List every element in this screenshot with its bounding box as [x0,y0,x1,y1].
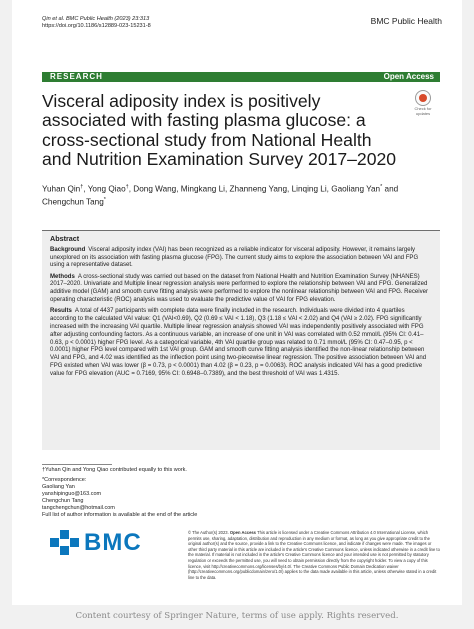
correspondence-block [42,477,197,519]
bmc-logo-icon [50,530,82,556]
article-type-banner [42,72,440,82]
author-mark: * [380,184,383,190]
article-page [12,0,462,605]
author-mark: † [125,184,129,190]
author-name: Chengchun Tang [42,197,104,207]
license-statement: © The Author(s) 2023. Open Access This article is licensed under a Creative Commons Attribution 4.0 International License, which permits use, sharing, adaptation, distribution and reproduction in any medium or format, as long as you give appropriate credit to the original author(s) and the source, provide a link to the Creative Commons licence, and indicate if changes were made. The images or other third party material in this article are included in the article's Creative Commons licence, unless indicated otherwise in a credit line to the material. If material is not included in the article's Creative Commons licence and your intended use is not permitted by statutory regulation or exceeds the permitted use, you will need to obtain permission directly from the copyright holder. To view a copy of this licence, visit http://creativecommons.org/licenses/by/4.0/. The Creative Commons Public Domain Dedication waiver (http://creativecommons.org/publicdomain/zero/1.0/) applies to the data made available in this article, unless otherwise stated in a credit line to the data. [188,530,440,580]
abstract-methods [50,274,432,305]
courtesy-notice: Content courtesy of Springer Nature, terms of use apply. Rights reserved. [75,611,399,621]
author-name: Linqing Li [291,184,327,194]
corresponding-author-1: Gaoliang Yan [42,484,75,490]
abstract-results [50,308,432,378]
citation-header [42,16,151,30]
article-type-label: RESEARCH [50,72,103,81]
check-updates-icon [415,90,431,106]
abstract-background [50,247,432,270]
abstract-box [42,230,440,450]
author-name: Dong Wang [133,184,177,194]
abstract-heading: Abstract [50,234,80,243]
open-access-label: Open Access [383,72,434,81]
check-updates-label: Check for updates [414,106,432,116]
correspondence-label: *Correspondence: [42,477,87,483]
author-name: Zhanneng Yang [229,184,288,194]
corresponding-email-2[interactable]: tangchengchun@hotmail.com [42,505,115,511]
citation-line: Qin et al. BMC Public Health (2023) 23:313 [42,16,150,22]
results-text: A total of 4437 participants with complete data were finally included in the research. Individuals were divided into 4 quartiles according to the calculated VAI value: Q1 (VAI<0.69), Q2 (0.69 ≤ VAI < 1.18), Q3 (1.18 ≤ VAI < 2.02) and Q4 (VAI ≥ 2.02). FPG significantly increased with the increasing VAI quartile. Multiple linear regression analysis showed VAI was independently positively associated with FPG after adjusting confounding factors. As a continuous variable, an increase of one unit in VAI was correlated with 0.52 mmol/L (95% CI: 0.41–0.63, p < 0.0001) higher FPG level. As a categorical variable, 4th VAI quartile group was related to 0.71 mmol/L (95% CI: 0.47–0.95, p < 0.0001) higher FPG level compared with 1st VAI group. GAM and smooth curve fitting analysis identified the non-linear relationship between VAI and FPG, and 4.02 was identified as the inflection point using two-piecewise linear regression. The positive association between VAI and FPG existed when VAI was lower (β = 0.73, p < 0.0001) than 4.02 (β = 0.23, p = 0.0063). ROC analysis indicated VAI has a good predictive value for FPG elevation (AUC = 0.7169, 95% CI: 0.6948–0.7389), and the best threshold of VAI was 1.4315. [50,308,427,377]
article-title: Visceral adiposity index is positively associated with fasting plasma glucose: a cross-sectional study from National Health and Nutrition Examination Survey 2017–2020 [42,91,397,170]
affiliation-note: Full list of author information is available at the end of the article [42,512,198,518]
background-text: Visceral adiposity index (VAI) has been recognized as a reliable indicator for visceral adiposity. However, it remains largely unexplored on its association with fasting plasma glucose (FPG). The current study aims to explore the association between VAI and FPG using a representative dataset. [50,246,419,269]
author-name: Mingkang Li [180,184,225,194]
journal-name: BMC Public Health [370,16,442,26]
methods-label: Methods [50,273,75,280]
author-mark: * [103,196,106,203]
corresponding-author-2: Chengchun Tang [42,498,84,504]
doi-link[interactable]: https://doi.org/10.1186/s12889-023-15231-8 [42,23,151,29]
author-name: Yong Qiao [87,184,126,194]
methods-text: A cross-sectional study was carried out based on the dataset from National Health and Nutrition Examination Survey (NHANES) 2017–2020. Univariate and Multiple linear regression analysis were performed to explore the relationship between VAI and FPG. Generalized additive model (GAM) and smooth curve fitting analysis were performed to explore the nonlinear relationship between VAI and FPG. Receiver operating characteristic (ROC) analysis was used to evaluate the predictive value of VAI for FPG elevation. [50,273,429,304]
equal-contribution-note: †Yuhan Qin and Yong Qiao contributed equally to this work. [42,467,187,473]
author-name: Gaoliang Yan [331,184,381,194]
results-label: Results [50,308,72,315]
author-name: Yuhan Qin [42,184,81,194]
background-label: Background [50,246,86,253]
bmc-logo-text: BMC [84,529,142,556]
author-mark: † [80,184,84,190]
check-updates-badge[interactable] [406,90,440,116]
footnote-divider [42,464,112,465]
author-list: Yuhan Qin†, Yong Qiao†, Dong Wang, Mingkang Li, Zhanneng Yang, Linqing Li, Gaoliang Yan* and Chengchun Tang* [42,184,399,207]
corresponding-email-1[interactable]: yanshipinguo@163.com [42,491,102,497]
